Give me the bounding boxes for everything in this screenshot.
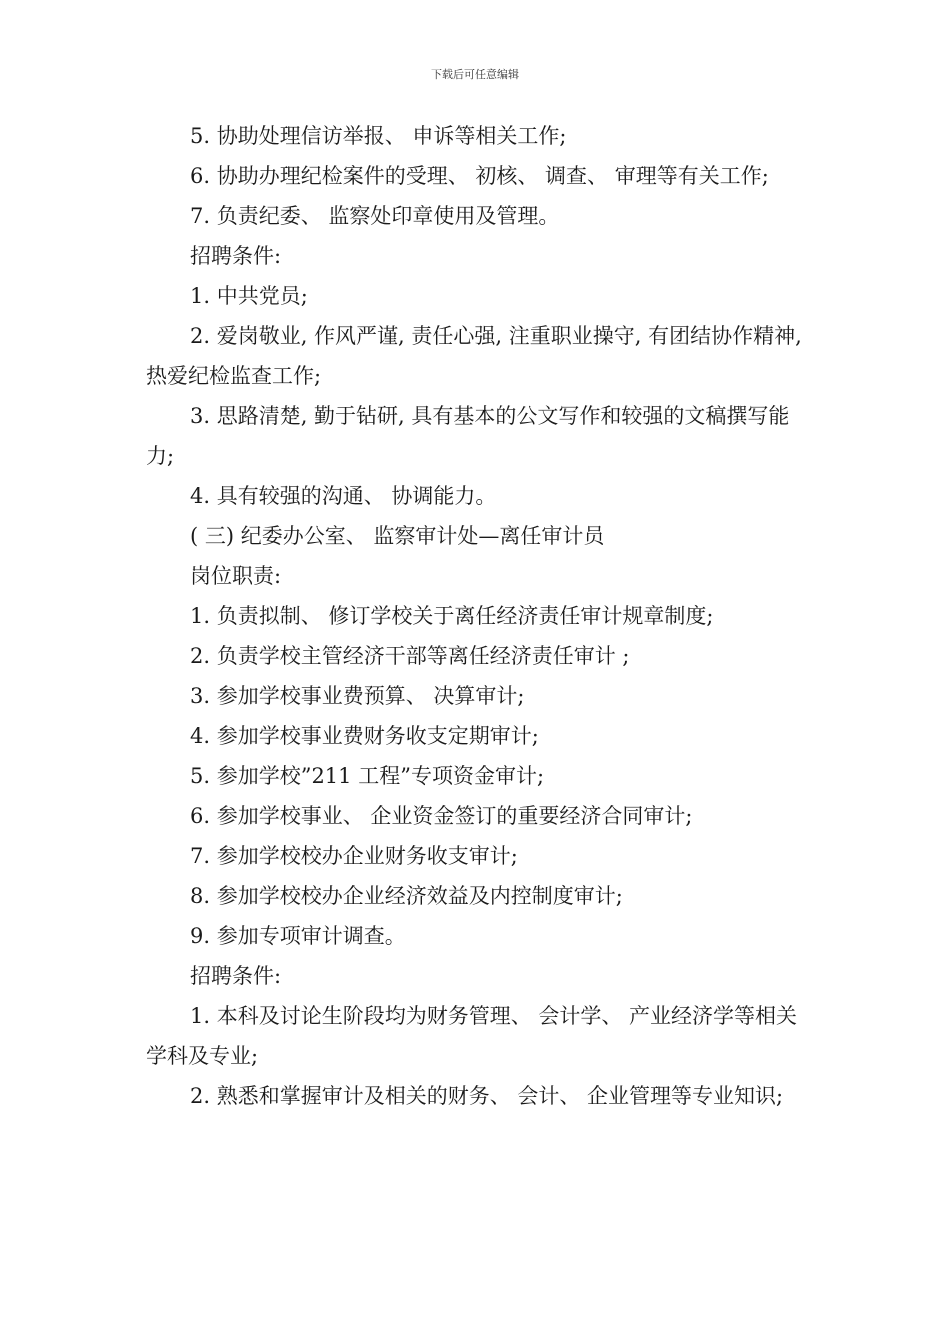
section-heading: ( 三) 纪委办公室、 监察审计处—离任审计员	[190, 524, 605, 548]
section-heading: 岗位职责:	[190, 564, 282, 588]
document-body	[146, 116, 806, 1116]
paragraph: 2. 熟悉和掌握审计及相关的财务、 会计、 企业管理等专业知识;	[190, 1084, 784, 1108]
paragraph: 7. 负责纪委、 监察处印章使用及管理。	[190, 204, 560, 228]
paragraph: 6. 参加学校事业、 企业资金签订的重要经济合同审计;	[190, 804, 693, 828]
paragraph: 3. 思路清楚, 勤于钻研, 具有基本的公文写作和较强的文稿撰写能力;	[146, 404, 790, 468]
section-heading: 招聘条件:	[190, 244, 282, 268]
paragraph: 4. 参加学校事业费财务收支定期审计;	[190, 724, 539, 748]
page-header: 下载后可任意编辑	[431, 68, 519, 81]
paragraph: 1. 中共党员;	[190, 284, 308, 308]
paragraph: 5. 协助处理信访举报、 申诉等相关工作;	[190, 124, 567, 148]
paragraph: 3. 参加学校事业费预算、 决算审计;	[190, 684, 525, 708]
paragraph: 8. 参加学校校办企业经济效益及内控制度审计;	[190, 884, 623, 908]
paragraph: 7. 参加学校校办企业财务收支审计;	[190, 844, 518, 868]
paragraph: 2. 负责学校主管经济干部等离任经济责任审计 ;	[190, 644, 630, 668]
section-heading: 招聘条件:	[190, 964, 282, 988]
paragraph: 2. 爱岗敬业, 作风严谨, 责任心强, 注重职业操守, 有团结协作精神, 热爱纪检监查工作;	[146, 324, 802, 388]
paragraph: 1. 本科及讨论生阶段均为财务管理、 会计学、 产业经济学等相关学科及专业;	[146, 1004, 798, 1068]
paragraph: 6. 协助办理纪检案件的受理、 初核、 调查、 审理等有关工作;	[190, 164, 769, 188]
paragraph: 1. 负责拟制、 修订学校关于离任经济责任审计规章制度;	[190, 604, 714, 628]
paragraph: 5. 参加学校”211 工程”专项资金审计;	[190, 764, 545, 788]
paragraph: 9. 参加专项审计调查。	[190, 924, 406, 948]
paragraph: 4. 具有较强的沟通、 协调能力。	[190, 484, 497, 508]
